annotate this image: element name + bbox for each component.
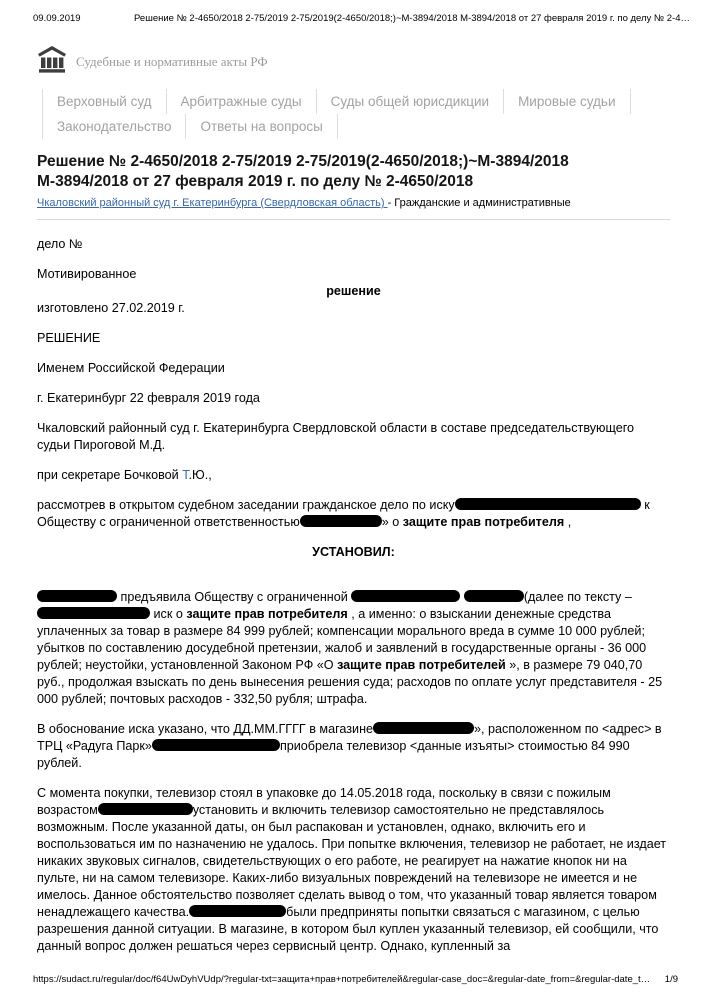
nav-row-1	[42, 89, 677, 114]
nav-item-законодательство[interactable]: Законодательство	[42, 114, 185, 139]
print-footer	[33, 974, 678, 985]
site-logo[interactable]	[37, 45, 677, 78]
doc-paragraph: дело №	[37, 237, 83, 251]
print-page-number: 1/9	[664, 974, 678, 985]
site-header	[37, 45, 677, 139]
doc-paragraph: С момента покупки, телевизор стоял в упаковке до 14.05.2018 года, поскольку в связи с пожилым возрастом установить и включить телевизор самостоятельно не представлялось возможным. После указанной даты, он был распакован и установлен, однако, включить его и воспользоваться им по назначению не удалось. При попытке включения, телевизор не работает, не издает никаких звуковых сигналов, свидетельствующих о его работе, не реагирует на нажатие кнопок ни на пульте, ни на самом телевизоре. Каких-либо визуальных повреждений на телевизоре не имеется и не имелось. Данное обстоятельство позволяет сделать вывод о том, что указанный товар является товаром ненадлежащего качества. были предприняты попытки связаться с магазином, с целью разрешения данной ситуации. В магазине, в котором был куплен указанный телевизор, ей сообщили, что данный вопрос должен решаться через сервисный центр. Однако, купленный за	[37, 786, 667, 953]
redaction-bar	[351, 590, 460, 602]
decision-title	[37, 152, 670, 191]
doc-paragraph: РЕШЕНИЕ	[37, 331, 101, 345]
redaction-bar	[37, 607, 150, 619]
nav-item-мировые-судьи[interactable]: Мировые судьи	[503, 89, 629, 114]
doc-paragraph: УСТАНОВИЛ:	[312, 545, 395, 559]
redaction-bar	[300, 515, 382, 527]
doc-paragraph: изготовлено 27.02.2019 г.	[37, 301, 185, 315]
doc-paragraph: Чкаловский районный суд г. Екатеринбурга Свердловской области в составе председательствующего судьи Пироговой М.Д.	[37, 421, 635, 452]
decision-subtitle	[37, 197, 670, 210]
nav-item-верховный-суд[interactable]: Верховный суд	[42, 89, 166, 114]
case-category: - Гражданские и административные	[387, 197, 571, 209]
court-link[interactable]: Чкаловский районный суд г. Екатеринбурга (Свердловская область)	[37, 197, 388, 209]
doc-paragraph: Мотивированное	[37, 267, 137, 281]
print-date: 09.09.2019	[33, 13, 81, 24]
redaction-bar	[189, 905, 286, 917]
print-header	[33, 13, 690, 24]
person-initial-link[interactable]: Т	[182, 468, 189, 482]
header-divider	[37, 219, 670, 220]
courthouse-building-icon	[37, 45, 67, 78]
redaction-bar	[464, 590, 524, 602]
doc-paragraph: В обоснование иска указано, что ДД.ММ.ГГГГ в магазине », расположенном по <адрес> в ТРЦ «Радуга Парк» приобрела телевизор <данные изъяты> стоимостью 84 990 рублей.	[37, 722, 662, 770]
search-term-highlight: защите прав потребителя	[186, 607, 348, 621]
site-nav	[42, 89, 677, 139]
search-term-highlight: защите прав потребителей	[337, 658, 506, 672]
nav-item-арбитражные-суды[interactable]: Арбитражные суды	[166, 89, 316, 114]
decision-body	[37, 236, 670, 955]
search-term-highlight: защите прав потребителя	[402, 515, 565, 529]
doc-paragraph: рассмотрев в открытом судебном заседании гражданское дело по иску к Обществу с ограниченной ответственностью » о защите прав потребителя ,	[37, 498, 650, 529]
doc-paragraph: решение	[326, 284, 381, 298]
nav-item-суды-общей-юрисдикции[interactable]: Суды общей юрисдикции	[316, 89, 503, 114]
redaction-bar	[455, 498, 641, 510]
doc-paragraph: предъявила Обществу с ограниченной (далее по тексту – иск о защите прав потребителя , а именно: о взыскании денежные средства уплаченных за товар в размере 84 999 рублей; компенсации морального вреда в сумме 10 000 рублей; убытков по составлению досудебной претензии, жалоб и заявлений в государственные органы - 36 000 рублей; неустойки, установленной Законом РФ «О защите прав потребителей », в размере 79 040,70 руб., продолжая взыскать по день вынесения решения суда; расходов по оплате услуг представителя - 25 000 рублей; почтовых расходов - 332,50 рубля; штрафа.	[37, 590, 663, 706]
site-logo-text: Судебные и нормативные акты РФ	[76, 53, 268, 69]
redaction-bar	[152, 739, 280, 751]
nav-row-2	[42, 114, 677, 139]
doc-paragraph: при секретаре Бочковой Т.Ю.,	[37, 468, 212, 482]
nav-item-ответы-на-вопросы[interactable]: Ответы на вопросы	[185, 114, 336, 139]
redaction-bar	[37, 590, 117, 602]
decision-title-line-2: М-3894/2018 от 27 февраля 2019 г. по делу № 2-4650/2018	[37, 172, 474, 190]
redaction-bar	[98, 803, 193, 815]
print-document-title: Решение № 2-4650/2018 2-75/2019 2-75/2019(2-4650/2018;)~М-3894/2018 М-3894/2018 от 27 февраля 2019 г. по делу № 2-4…	[134, 13, 690, 24]
doc-paragraph: г. Екатеринбург 22 февраля 2019 года	[37, 391, 260, 405]
print-url: https://sudact.ru/regular/doc/f64UwDyhVUdp/?regular-txt=защита+прав+потребителей&regular-case_doc=&regular-date_from=&regular-date_t…	[33, 974, 651, 985]
doc-paragraph: Именем Российской Федерации	[37, 361, 225, 375]
decision-title-line-1: Решение № 2-4650/2018 2-75/2019 2-75/2019(2-4650/2018;)~М-3894/2018	[37, 153, 569, 170]
redaction-bar	[373, 722, 474, 734]
document	[37, 152, 670, 968]
